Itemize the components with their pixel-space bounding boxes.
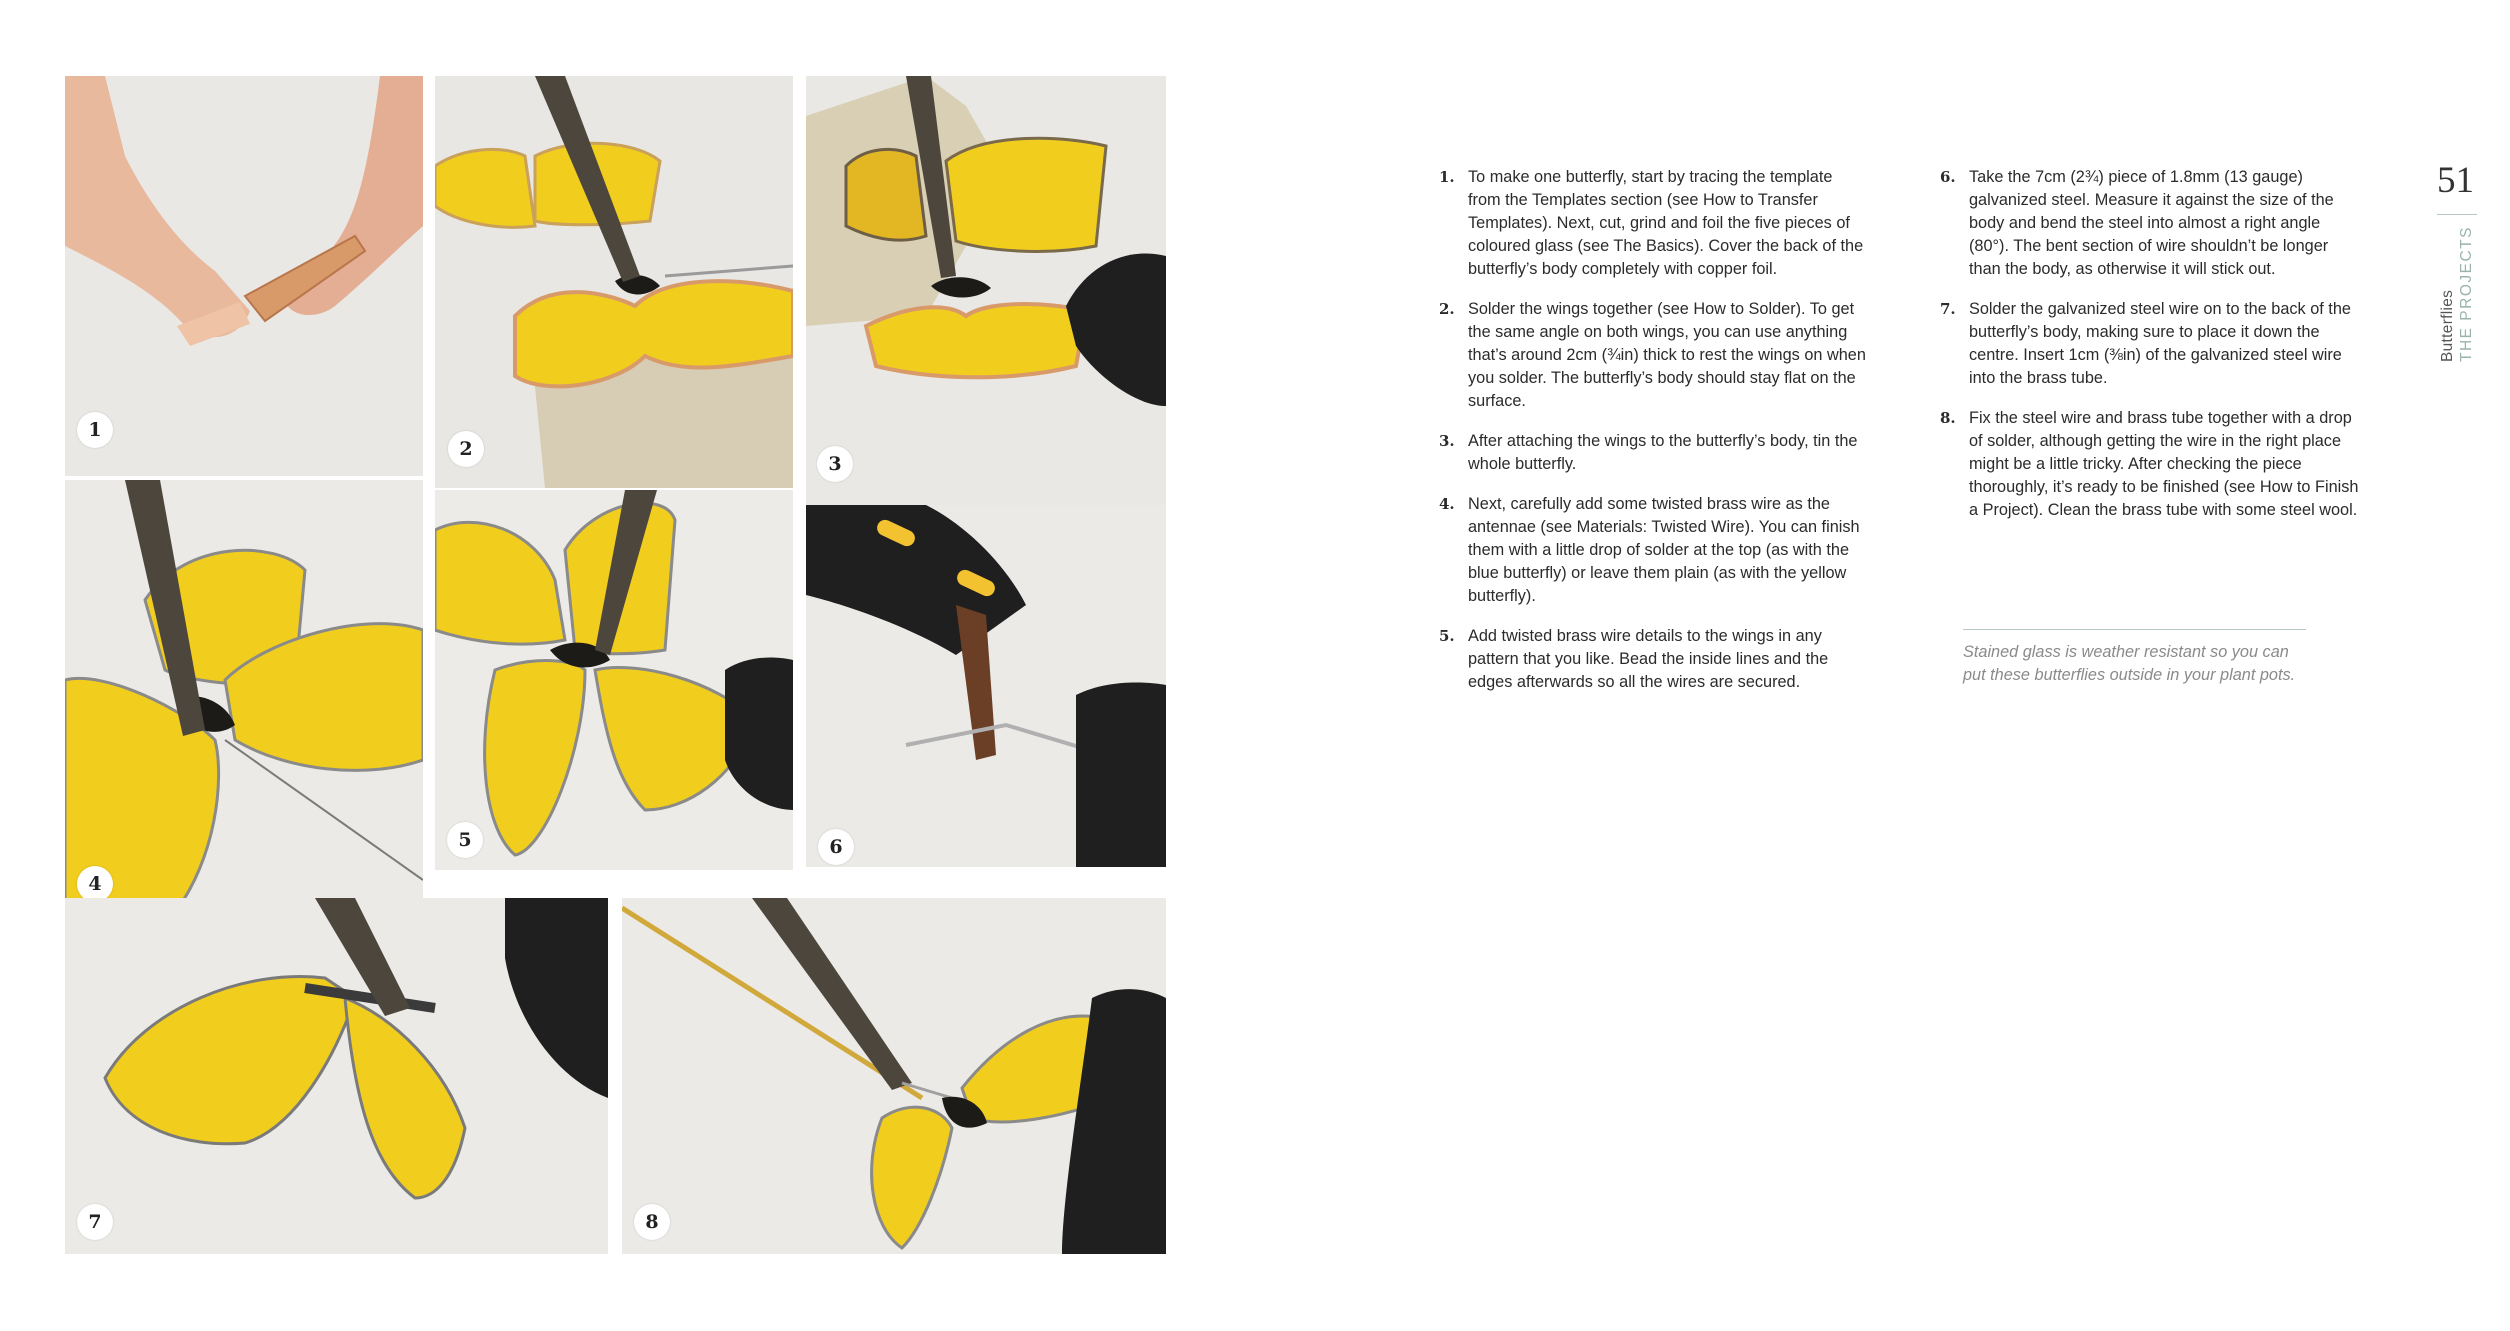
step-number: 4.	[1439, 495, 1455, 513]
instruction-step	[1439, 298, 1869, 413]
instruction-step	[1940, 407, 2360, 522]
step-photo-6	[806, 505, 1166, 867]
step-photo-4	[65, 480, 423, 912]
step-text: After attaching the wings to the butterfly’s body, tin the whole butterfly.	[1468, 432, 1858, 473]
photo-illustration-5	[435, 490, 793, 870]
instruction-step	[1439, 430, 1869, 476]
step-photo-1	[65, 76, 423, 476]
step-text: Next, carefully add some twisted brass wire as the antennae (see Materials: Twisted Wire). You can finish them with a little drop of solder at the top (as with the blue butterfly) or leave them plain (as with the yellow butterfly).	[1468, 495, 1860, 605]
instruction-step	[1940, 166, 2360, 281]
photo-number-badge: 1	[77, 412, 113, 448]
step-text: Fix the steel wire and brass tube together with a drop of solder, although getting the wire in the right place might be a little tricky. After checking the piece thoroughly, it’s ready to be finished (see How to Finish a Project). Clean the brass tube with some steel wool.	[1969, 409, 2359, 519]
running-head-section: THE PROJECTS	[2458, 226, 2475, 362]
photo-illustration-3	[806, 76, 1166, 508]
step-text: Take the 7cm (2¾) piece of 1.8mm (13 gauge) galvanized steel. Measure it against the size of the body and bend the steel into almost a right angle (80°). The bent section of wire shouldn’t be longer than the body, as otherwise it will stick out.	[1969, 168, 2334, 278]
step-text: To make one butterfly, start by tracing the template from the Templates section (see How to Transfer Templates). Next, cut, grind and foil the five pieces of coloured glass (see The Basics). Cover the back of the butterfly’s body completely with copper foil.	[1468, 168, 1864, 278]
photo-illustration-7	[65, 898, 608, 1254]
instruction-step	[1439, 493, 1869, 608]
step-number: 2.	[1439, 300, 1455, 318]
photo-illustration-1	[65, 76, 423, 476]
photo-number-badge: 8	[634, 1204, 670, 1240]
photo-illustration-6	[806, 505, 1166, 867]
running-head	[2438, 162, 2476, 362]
instructions-column-left	[1439, 166, 1869, 711]
step-photo-7	[65, 898, 608, 1254]
page-number: 51	[2437, 160, 2474, 201]
step-text: Solder the wings together (see How to Solder). To get the same angle on both wings, you can use anything that’s around 2cm (¾in) thick to rest the wings on when you solder. The butterfly’s body should stay flat on the surface.	[1468, 300, 1866, 410]
photo-number-badge: 3	[817, 446, 853, 482]
instruction-step	[1940, 298, 2360, 390]
instruction-step	[1439, 625, 1869, 694]
step-number: 8.	[1940, 409, 1956, 427]
step-number: 6.	[1940, 168, 1956, 186]
photo-number-badge: 4	[77, 866, 113, 902]
photo-number-badge: 7	[77, 1204, 113, 1240]
photo-number-badge: 5	[447, 822, 483, 858]
step-number: 5.	[1439, 627, 1455, 645]
step-text: Add twisted brass wire details to the wings in any pattern that you like. Bead the inside lines and the edges afterwards so all the wires are secured.	[1468, 627, 1829, 691]
instruction-step	[1439, 166, 1869, 281]
photo-illustration-2	[435, 76, 793, 488]
step-photo-5	[435, 490, 793, 870]
step-photo-8	[622, 898, 1166, 1254]
step-number: 3.	[1439, 432, 1455, 450]
tip-divider	[1963, 629, 2306, 630]
photo-number-badge: 2	[448, 431, 484, 467]
step-text: Solder the galvanized steel wire on to the back of the butterfly’s body, making sure to place it down the centre. Insert 1cm (⅜in) of the galvanized steel wire into the brass tube.	[1969, 300, 2351, 387]
photo-illustration-4	[65, 480, 423, 912]
running-head-chapter: Butterflies	[2439, 289, 2456, 362]
tip-text: Stained glass is weather resistant so you can put these butterflies outside in your plant pots.	[1963, 643, 2296, 684]
step-photo-2	[435, 76, 793, 488]
photo-illustration-8	[622, 898, 1166, 1254]
instructions-column-right	[1940, 166, 2360, 539]
photo-number-badge: 6	[818, 829, 854, 865]
step-number: 7.	[1940, 300, 1956, 318]
step-number: 1.	[1439, 168, 1455, 186]
step-photo-3	[806, 76, 1166, 508]
